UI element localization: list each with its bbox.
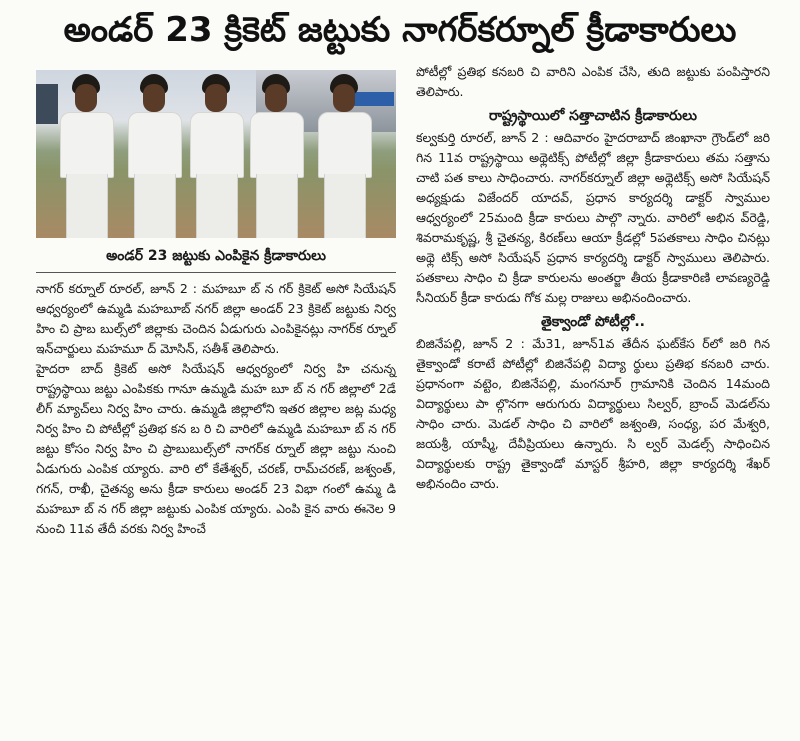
photo-caption: అండర్ 23 జట్టుకు ఎంపికైన క్రీడాకారులు <box>106 248 326 264</box>
player-figure <box>244 70 308 238</box>
section-paragraph: కల్వకుర్తి రూరల్, జూన్ 2 : ఆదివారం హైదరాబాద్ జింఖానా గ్రౌండ్‌లో జరి గిన 11వ రాష్ట్రస్థాయి అథ్లెటిక్స్ పోటీల్లో జిల్లా క్రీడాకారులు తమ సత్తాను చాటి పత కాలు సాధించారు. నాగర్‌కర్నూల్ జిల్లా అథ్లెటిక్స్ అసో సియేషన్ అధ్యక్షుడు విజేందర్ యాదవ్, ప్రధాన కార్యదర్శి డాక్టర్ స్వాముల ఆధ్వర్యంలో 25మంది క్రీడా కారులు పాల్గొ న్నారు. వారిలో అభిన వ్‌రెడ్డి, శివరామకృష్ణ, శ్రీ చైతన్య, కిరణ్‌లు ఆయా క్రీడల్లో 5పతకాలు సాధిం చినట్లు అథ్లె టిక్స్ అసో సియేషన్ ప్రధాన కార్యదర్శి డాక్టర్ స్వాములు తెలిపారు. పతకాలు సాధిం చి క్రీడా కారులను అంతర్జా తీయ క్రీడాకారిణి లావణ్యరెడ్డి సీనియర్ క్రీడా కారుడు గోక మల్ల రాజులు అభినందించారు. <box>416 130 770 305</box>
article-paragraph: హైదరా బాద్ క్రికెట్ అసో సియేషన్ ఆధ్వర్యంలో నిర్వ హి చనున్న రాష్ట్రస్థాయి జట్టు ఎంపికకు గానూ ఉమ్మడి మహ బూ బ్ న గర్ జిల్లాలో 2డే లీగ్ మ్యాచ్‌లు నిర్వ హిం చారు. ఉమ్మడి జిల్లాలోని ఇతర జిల్లాల జట్ల మధ్య నిర్వ హిం చి పోటీల్లో ప్రతిభ కన బ రి చి వారిలో ఉమ్మడి మహబూ బ్ న గర్ జట్టు కోసం నిర్వ హిం చి ప్రాబుబుల్స్‌లో నాగర్‌క ర్నూల్ జిల్లా జట్టు నుంచి ఏడుగురు ఎంపిక య్యారు. వారి లో కేతేశ్వర్, చరణ్, రామ్‌చరణ్, జశ్వంత్, గగన్, రాఖీ, చైతన్య అను క్రీడా కారులు అండర్ 23 విభా గంలో ఉమ్మ డి మహబూ బ్ న గర్ జిల్లా జట్టుకు ఎంపిక య్యారు. ఎంపి కైన వారు ఈనెల 9 నుంచి 11వ తేదీ వరకు నిర్వ హించే <box>36 361 396 536</box>
left-column <box>36 70 396 539</box>
right-column <box>416 62 770 494</box>
headline: అండర్ 23 క్రికెట్ జట్టుకు నాగర్‌కర్నూల్ క్రీడాకారులు <box>63 10 737 50</box>
player-figure <box>312 70 376 238</box>
player-figure <box>184 70 248 238</box>
article-paragraph: నాగర్ కర్నూల్ రూరల్, జూన్ 2 : మహబూ బ్ న గర్ క్రికెట్ అసో సియేషన్ ఆధ్వర్యంలో ఉమ్మడి మహబూబ్ నగర్ జిల్లా అండర్ 23 క్రికెట్ జట్టుకు నిర్వ హిం చి ప్రాబ బుల్స్‌లో జిల్లాకు చెందిన ఏడుగురు ఎంపికైనట్లు నాగర్‌క ర్నూల్ ఇన్‌చార్జులు మహమూ ద్ మోసిన్, సతీశ్ తెలిపారు. <box>36 281 396 356</box>
team-photo <box>36 70 396 238</box>
section-paragraph: బిజినేపల్లి, జూన్ 2 : మే31, జూన్1వ తేదీన ఘట్‌కేస ర్‌లో జరి గిన తైక్వాండో కరాటే పోటీల్లో బిజినేపల్లి విద్యా ర్థులు ప్రతిభ కనబరి చారు. ప్రధానంగా వట్టెం, బిజినేపల్లి, మంగనూర్ గ్రామానికి చెందిన 14మంది విద్యార్థులు పా ల్గొనగా ఆరుగురు విద్యార్థులు సిల్వర్, బ్రాంచ్ మెడల్‌ను సాధిం చారు. మెడల్ సాధిం చి వారిలో జశ్వంతి, సంధ్య, పర మేశ్వరి, జయశ్రీ, యాష్మీ, దేవీప్రియలు ఉన్నారు. సి ల్వర్ మెడల్స్ సాధించిన విద్యార్థులకు రాష్ట్ర తైక్వాండో మాస్టర్ శ్రీహరి, జిల్లా కార్యదర్శి శేఖర్ అభినందిం చారు. <box>416 336 770 491</box>
player-figure <box>122 70 186 238</box>
section-heading: తైక్వాండో పోటీల్లో.. <box>540 314 646 330</box>
player-figure <box>54 70 118 238</box>
section-heading: రాష్ట్రస్థాయిలో సత్తాచాటిన క్రీడాకారులు <box>489 108 697 124</box>
caption-divider <box>36 272 396 273</box>
article-continuation: పోటీల్లో ప్రతిభ కనబరి చి వారిని ఎంపిక చేసి, తుది జట్టుకు పంపిస్తారని తెలిపారు. <box>416 64 770 99</box>
